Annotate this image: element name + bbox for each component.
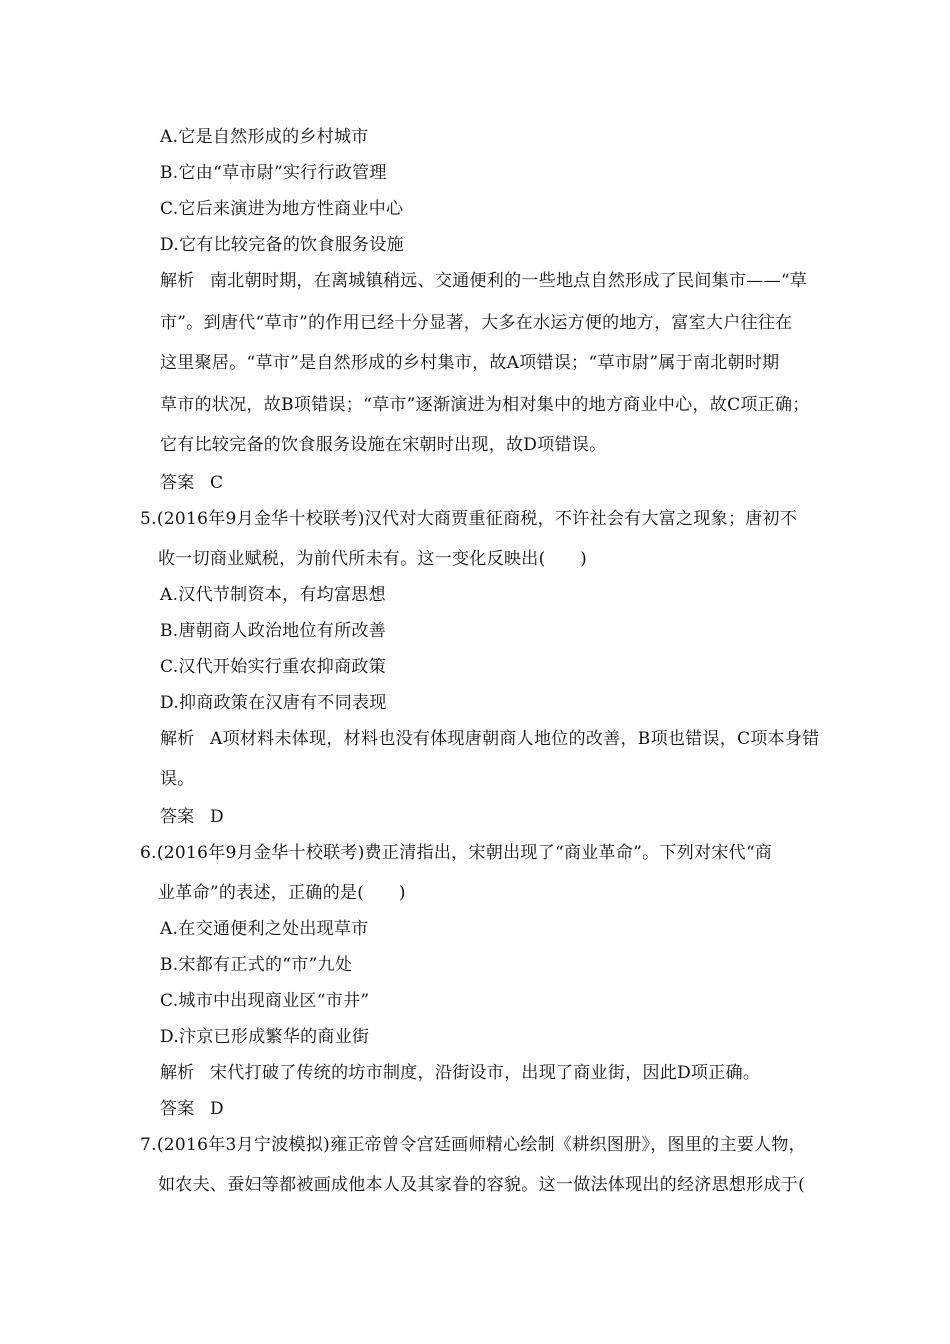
q4-option-d: D.它有比较完备的饮食服务设施 [160,235,404,255]
q5-answer-label: 答案 [160,807,195,827]
q4-option-b: B.它由“草市尉”实行行政管理 [160,163,387,183]
q4-answer [160,472,223,494]
q6-explanation-text: 宋代打破了传统的坊市制度，沿街设市，出现了商业街，因此D项正确。 [210,1063,761,1083]
q6-answer [160,1098,224,1120]
q4-option-c: C.它后来演进为地方性商业中心 [160,199,404,219]
q6-explanation-line-1 [160,1062,760,1084]
q5-option-d: D.抑商政策在汉唐有不同表现 [160,693,387,713]
q5-option-b: B.唐朝商人政治地位有所改善 [160,621,387,641]
q5-answer-value: D [210,807,224,827]
q5-answer [160,806,224,828]
q4-explanation-line-5: 它有比较完备的饮食服务设施在宋朝时出现，故D项错误。 [160,435,607,455]
q5-explanation-label: 解析 [160,729,195,749]
q6-answer-value: D [210,1099,224,1119]
q4-explanation-label: 解析 [160,271,195,291]
q6-option-d: D.汴京已形成繁华的商业街 [160,1027,370,1047]
q4-explanation-line-2: 市”。到唐代“草市”的作用已经十分显著，大多在水运方便的地方，富室大户往往在 [160,313,793,333]
q6-option-a: A.在交通便利之处出现草市 [160,919,369,939]
q5-explanation-line-1 [160,728,820,750]
q6-explanation-label: 解析 [160,1063,195,1083]
q5-explanation-text: A项材料未体现，材料也没有体现唐朝商人地位的改善，B项也错误，C项本身错 [210,729,820,749]
q4-option-a: A.它是自然形成的乡村城市 [160,127,369,147]
q4-explanation-line-4: 草市的状况，故B项错误；“草市”逐渐演进为相对集中的地方商业中心，故C项正确； [160,395,810,415]
q5-option-a: A.汉代节制资本，有均富思想 [160,585,386,605]
q6-stem-line-2: 业革命”的表述，正确的是( ) [158,883,406,903]
q7-stem-line-1: 7.(2016年3月宁波模拟)雍正帝曾令宫廷画师精心绘制《耕织图册》，图里的主要人物， [140,1135,806,1155]
q6-answer-label: 答案 [160,1099,195,1119]
q5-stem-line-2: 收一切商业赋税，为前代所未有。这一变化反映出( ) [158,549,588,569]
q6-option-c: C.城市中出现商业区“市井” [160,991,370,1011]
q6-option-b: B.宋都有正式的“市”九处 [160,955,353,975]
q5-option-c: C.汉代开始实行重农抑商政策 [160,657,387,677]
q4-answer-label: 答案 [160,473,195,493]
q4-explanation-line-1 [160,270,807,292]
q4-explanation-line-3: 这里聚居。“草市”是自然形成的乡村集市，故A项错误；“草市尉”属于南北朝时期 [160,353,780,373]
q5-explanation-line-2: 误。 [160,769,195,789]
q4-explanation-text: 南北朝时期，在离城镇稍远、交通便利的一些地点自然形成了民间集市——“草 [210,271,808,291]
q6-stem-line-1: 6.(2016年9月金华十校联考)费正清指出，宋朝出现了“商业革命”。下列对宋代“商 [140,843,773,863]
q4-answer-value: C [210,473,224,493]
q5-stem-line-1: 5.(2016年9月金华十校联考)汉代对大商贾重征商税，不许社会有大富之现象；唐初不 [140,509,798,529]
q7-stem-line-2: 如农夫、蚕妇等都被画成他本人及其家眷的容貌。这一做法体现出的经济思想形成于( [158,1175,806,1195]
